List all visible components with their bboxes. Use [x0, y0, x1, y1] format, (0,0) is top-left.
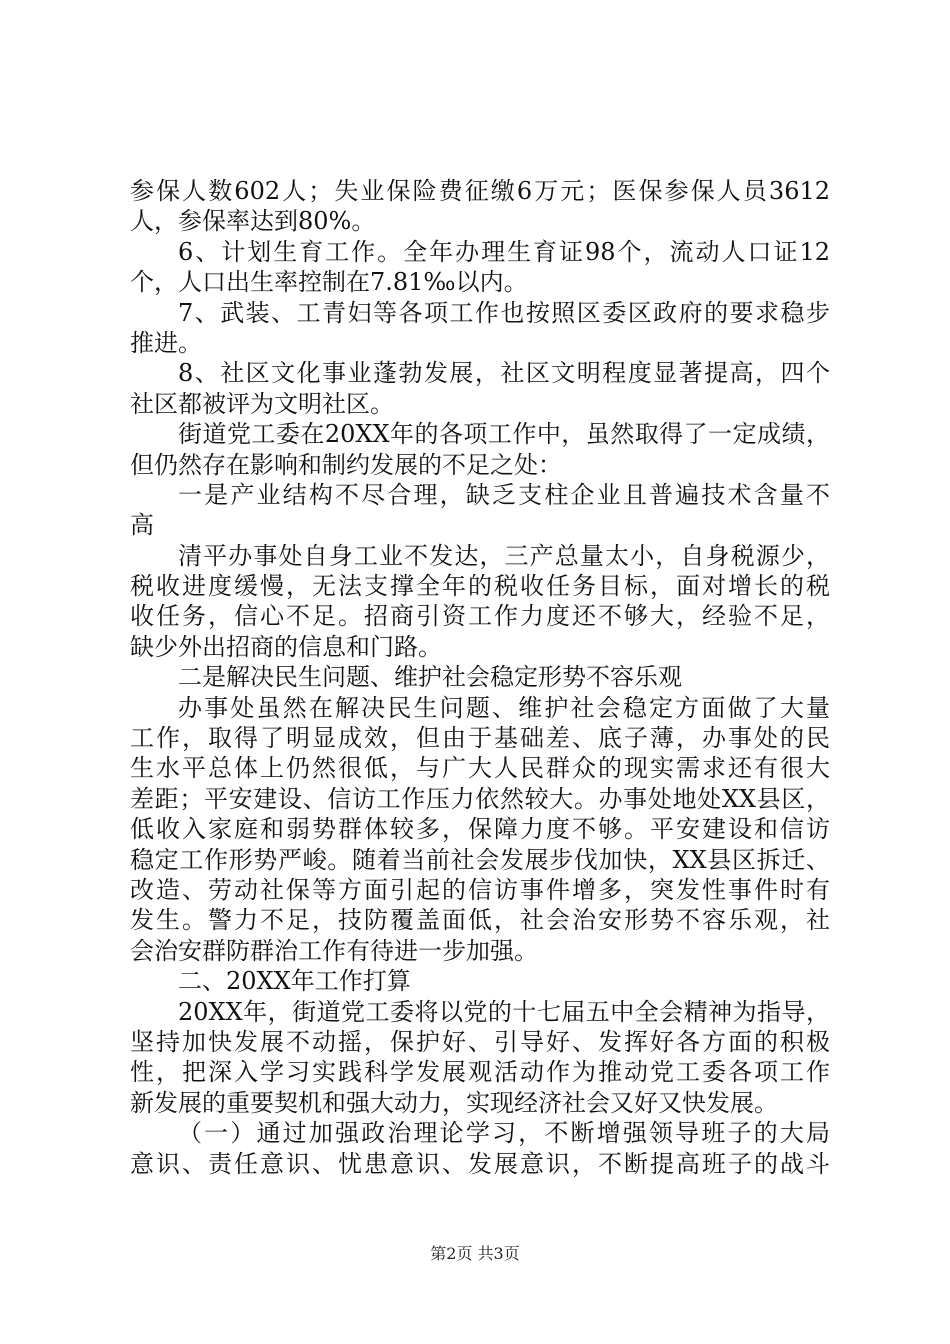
text-line: 生水平总体上仍然很低，与广大人民群众的现实需求还有很大	[130, 754, 830, 783]
text-line: （一）通过加强政治理论学习，不断增强领导班子的大局	[178, 1119, 830, 1148]
text-line: 20XX年，街道党工委将以党的十七届五中全会精神为指导，	[178, 997, 830, 1026]
text-line: 清平办事处自身工业不发达，三产总量太小，自身税源少，	[178, 541, 830, 570]
page-footer: 第2页 共3页	[430, 1244, 520, 1263]
text-line: 新发展的重要契机和强大动力，实现经济社会又好又快发展。	[130, 1088, 778, 1117]
text-line: 人，参保率达到80%。	[130, 207, 376, 236]
text-line: 会治安群防群治工作有待进一步加强。	[130, 936, 538, 965]
text-line: 8、社区文化事业蓬勃发展，社区文明程度显著提高，四个	[178, 359, 830, 388]
text-line: 7、武装、工青妇等各项工作也按照区委区政府的要求稳步	[178, 298, 830, 327]
text-line: 差距；平安建设、信访工作压力依然较大。办事处地处XX县区，	[130, 784, 830, 813]
text-line: 高	[130, 511, 154, 540]
text-line: 但仍然存在影响和制约发展的不足之处：	[130, 450, 562, 479]
text-line: 缺少外出招商的信息和门路。	[130, 632, 442, 661]
text-line: 二、20XX年工作打算	[178, 967, 411, 996]
text-line: 6、计划生育工作。全年办理生育证98个，流动人口证12	[178, 237, 830, 266]
text-line: 税收进度缓慢，无法支撑全年的税收任务目标，面对增长的税	[130, 572, 830, 601]
text-line: 稳定工作形势严峻。随着当前社会发展步伐加快，XX县区拆迁、	[130, 845, 830, 874]
text-line: 办事处虽然在解决民生问题、维护社会稳定方面做了大量	[178, 693, 830, 722]
text-line: 性，把深入学习实践科学发展观活动作为推动党工委各项工作	[130, 1058, 830, 1087]
text-line: 改造、劳动社保等方面引起的信访事件增多，突发性事件时有	[130, 875, 830, 904]
text-line: 社区都被评为文明社区。	[130, 389, 394, 418]
text-line: 工作，取得了明显成效，但由于基础差、底子薄，办事处的民	[130, 724, 830, 753]
text-line: 推进。	[130, 328, 202, 357]
text-line: 发生。警力不足，技防覆盖面低，社会治安形势不容乐观，社	[130, 906, 830, 935]
text-line: 收任务，信心不足。招商引资工作力度还不够大，经验不足，	[130, 602, 830, 631]
text-line: 参保人数602人；失业保险费征缴6万元；医保参保人员3612	[130, 177, 830, 205]
text-line: 一是产业结构不尽合理，缺乏支柱企业且普遍技术含量不	[178, 480, 830, 509]
text-line: 意识、责任意识、忧患意识、发展意识，不断提高班子的战斗	[130, 1149, 830, 1178]
document-body	[130, 176, 830, 1179]
text-line: 街道党工委在20XX年的各项工作中，虽然取得了一定成绩，	[178, 420, 830, 449]
text-line: 坚持加快发展不动摇，保护好、引导好、发挥好各方面的积极	[130, 1027, 830, 1056]
text-line: 二是解决民生问题、维护社会稳定形势不容乐观	[178, 663, 682, 692]
text-line: 低收入家庭和弱势群体较多，保障力度不够。平安建设和信访	[130, 815, 830, 844]
text-line: 个，人口出生率控制在7.81‰以内。	[130, 268, 528, 297]
